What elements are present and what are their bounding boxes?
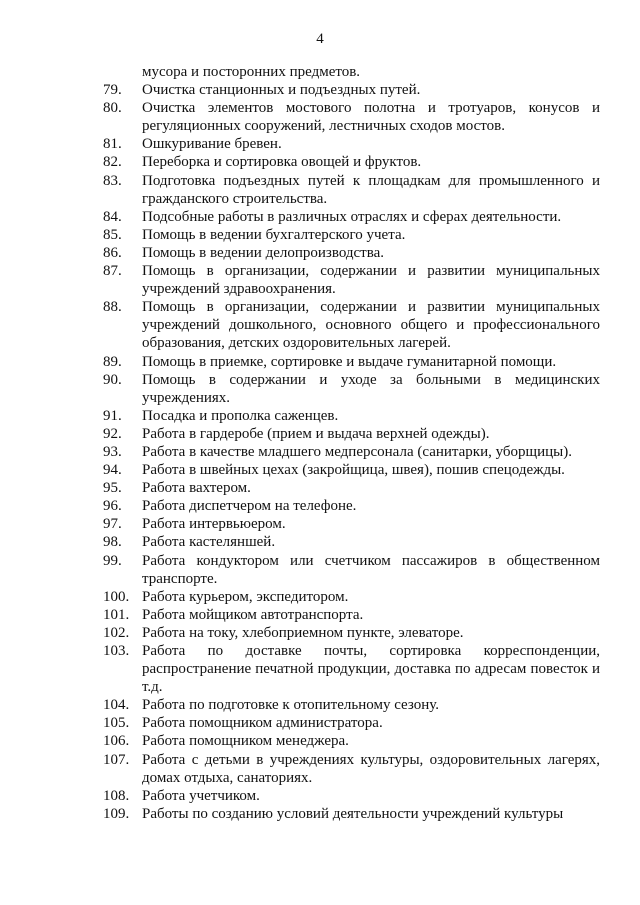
list-item bbox=[103, 425, 600, 443]
list-item bbox=[103, 588, 600, 606]
list-item-text: Работа мойщиком автотранспорта. bbox=[142, 606, 364, 623]
list-item bbox=[103, 533, 600, 551]
list-item bbox=[103, 262, 600, 298]
list-item-text: Ошкуривание бревен. bbox=[142, 136, 282, 153]
list-item-number: 90. bbox=[103, 371, 122, 388]
list-item-text: Работа с детьми в учреждениях культуры, оздоровительных лагерях, домах отдыха, санаториях. bbox=[142, 751, 600, 786]
list-item-number: 99. bbox=[103, 552, 122, 569]
list-item-text: Очистка станционных и подъездных путей. bbox=[142, 82, 421, 99]
list-item-text: Подсобные работы в различных отраслях и сферах деятельности. bbox=[142, 208, 562, 225]
list-item-text: Работа по подготовке к отопительному сезону. bbox=[142, 697, 439, 714]
list-item bbox=[103, 461, 600, 479]
list-item-text: Помощь в ведении делопроизводства. bbox=[142, 244, 385, 261]
list-item-number: 88. bbox=[103, 299, 122, 316]
list-item-text: Работа курьером, экспедитором. bbox=[142, 588, 349, 605]
list-item-text: Работа в гардеробе (прием и выдача верхней одежды). bbox=[142, 425, 490, 442]
list-item-text: Работа в качестве младшего медперсонала (санитарки, уборщицы). bbox=[142, 443, 572, 460]
list-item bbox=[103, 226, 600, 244]
list-item-text: Помощь в ведении бухгалтерского учета. bbox=[142, 226, 406, 243]
list-item-number: 94. bbox=[103, 462, 122, 479]
list-item bbox=[103, 606, 600, 624]
list-item bbox=[103, 479, 600, 497]
numbered-list bbox=[103, 81, 600, 823]
list-item bbox=[103, 624, 600, 642]
list-item-text: Работа по доставке почты, сортировка корреспонденции, распространение печатной продукции, доставка по адресам повесток и т.д. bbox=[142, 643, 600, 696]
list-item-number: 95. bbox=[103, 480, 122, 497]
list-item bbox=[103, 805, 600, 823]
list-item-text: Работа помощником менеджера. bbox=[142, 733, 349, 750]
list-item-number: 103. bbox=[103, 643, 130, 659]
list-item-text: Работа кастеляншей. bbox=[142, 534, 276, 551]
list-item-number: 106. bbox=[103, 733, 130, 750]
list-item bbox=[103, 172, 600, 208]
list-item-text: Помощь в организации, содержании и развитии муниципальных учреждений здравоохранения. bbox=[142, 263, 600, 298]
list-item-text: Работа помощником администратора. bbox=[142, 715, 383, 732]
list-item bbox=[103, 732, 600, 750]
list-item-number: 89. bbox=[103, 353, 122, 370]
list-item-number: 82. bbox=[103, 154, 122, 171]
list-item bbox=[103, 751, 600, 787]
list-item-number: 102. bbox=[103, 624, 130, 641]
list-item-number: 92. bbox=[103, 425, 122, 442]
list-item bbox=[103, 81, 600, 99]
list-item-text: Посадка и прополка саженцев. bbox=[142, 407, 339, 424]
list-item bbox=[103, 515, 600, 533]
list-item-number: 109. bbox=[103, 805, 130, 822]
list-item-number: 93. bbox=[103, 443, 122, 460]
list-item-text: Помощь в организации, содержании и развитии муниципальных учреждений дошкольного, основного общего и профессионального образования, детских оздоровительных лагерей. bbox=[142, 299, 600, 352]
list-item-number: 105. bbox=[103, 715, 130, 732]
document-body bbox=[103, 63, 600, 823]
list-item bbox=[103, 208, 600, 226]
list-item-number: 97. bbox=[103, 516, 122, 533]
list-item bbox=[103, 696, 600, 714]
list-item bbox=[103, 298, 600, 352]
page-number: 4 bbox=[316, 31, 324, 47]
list-item-number: 79. bbox=[103, 82, 122, 99]
list-item-text: Помощь в приемке, сортировке и выдаче гуманитарной помощи. bbox=[142, 353, 557, 370]
list-item bbox=[103, 443, 600, 461]
list-item bbox=[103, 642, 600, 696]
list-item-number: 85. bbox=[103, 226, 122, 243]
list-item bbox=[103, 787, 600, 805]
list-item bbox=[103, 353, 600, 371]
list-item bbox=[103, 407, 600, 425]
list-item-number: 108. bbox=[103, 787, 130, 804]
list-item bbox=[103, 497, 600, 515]
list-item-number: 87. bbox=[103, 263, 122, 280]
list-item-text: Работа в швейных цехах (закройщица, швея), пошив спецодежды. bbox=[142, 462, 565, 479]
list-item bbox=[103, 244, 600, 262]
list-item-text: Подготовка подъездных путей к площадкам для промышленного и гражданского строительства. bbox=[142, 172, 600, 207]
list-item-number: 98. bbox=[103, 534, 122, 551]
list-item-text: Работа на току, хлебоприемном пункте, элеваторе. bbox=[142, 624, 464, 641]
list-item-text: Работа учетчиком. bbox=[142, 787, 260, 804]
list-item-number: 100. bbox=[103, 588, 130, 605]
list-item-text: Работа интервьюером. bbox=[142, 516, 286, 533]
list-item-number: 83. bbox=[103, 172, 122, 189]
list-item-text: Работа диспетчером на телефоне. bbox=[142, 498, 357, 515]
list-item-number: 104. bbox=[103, 697, 130, 714]
list-item-text: Работы по созданию условий деятельности учреждений культуры bbox=[142, 805, 564, 822]
list-item bbox=[103, 714, 600, 732]
list-item bbox=[103, 153, 600, 171]
list-item-number: 81. bbox=[103, 136, 122, 153]
list-item bbox=[103, 371, 600, 407]
list-item bbox=[103, 99, 600, 135]
continuation-text: мусора и посторонних предметов. bbox=[142, 64, 361, 80]
list-item-text: Помощь в содержании и уходе за больными в медицинских учреждениях. bbox=[142, 371, 600, 406]
list-item bbox=[103, 135, 600, 153]
list-item-number: 96. bbox=[103, 498, 122, 515]
list-item-text: Работа вахтером. bbox=[142, 480, 251, 497]
list-item bbox=[103, 552, 600, 588]
list-item-number: 107. bbox=[103, 751, 130, 768]
list-item-number: 91. bbox=[103, 407, 122, 424]
list-item-number: 101. bbox=[103, 606, 130, 623]
list-item-text: Очистка элементов мостового полотна и тротуаров, конусов и регуляционных сооружений, лестничных сходов мостов. bbox=[142, 100, 600, 135]
list-item-number: 80. bbox=[103, 100, 122, 117]
list-item-number: 84. bbox=[103, 208, 122, 225]
list-item-text: Работа кондуктором или счетчиком пассажиров в общественном транспорте. bbox=[142, 552, 600, 587]
list-item-number: 86. bbox=[103, 244, 122, 261]
list-item-text: Переборка и сортировка овощей и фруктов. bbox=[142, 154, 422, 171]
